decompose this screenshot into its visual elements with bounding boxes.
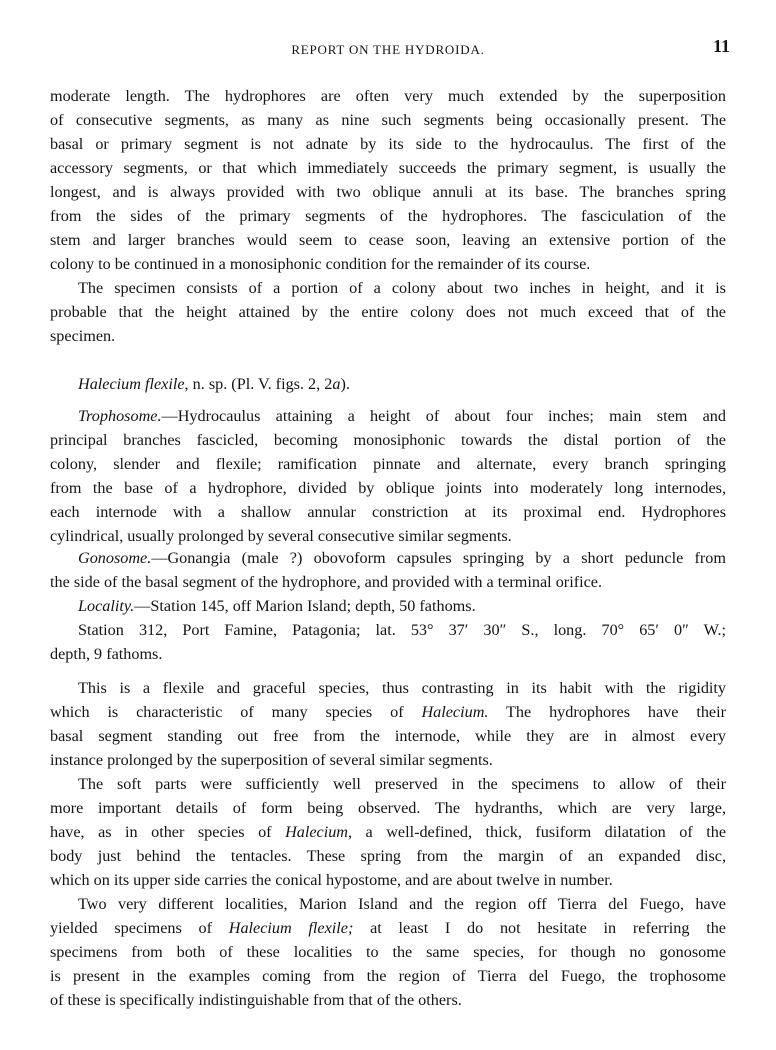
text-line: the side of the basal segment of the hydrophore, and provided with a terminal orifice. [50,573,603,591]
text-line: stem and larger branches would seem to cease soon, leaving an extensive portion of the [50,231,726,249]
text-line: Trophosome.—Hydrocaulus attaining a height of about four inches; main stem and [78,407,726,425]
running-title: REPORT ON THE HYDROIDA. [291,42,485,57]
page-number: 11 [712,36,730,56]
text-line: principal branches fascicled, becoming monosiphonic towards the distal portion of the [50,431,726,449]
text-line: from the base of a hydrophore, divided by oblique joints into moderately long internodes, [50,479,726,497]
text-line: The specimen consists of a portion of a colony about two inches in height, and it is [78,279,726,297]
text-line: accessory segments, or that which immediately succeeds the primary segment, is usually the [50,159,726,177]
species-heading: Halecium flexile, n. sp. (Pl. V. figs. 2, 2a). [78,375,350,393]
text-line: Station 312, Port Famine, Patagonia; lat. 53° 37′ 30″ S., long. 70° 65′ 0″ W.; [78,621,726,639]
text-line: of these is specifically indistinguishable from that of the others. [50,991,462,1009]
text-line: more important details of form being observed. The hydranths, which are very large, [50,799,726,817]
text-line: body just behind the tentacles. These spring from the margin of an expanded disc, [50,847,726,865]
species-name: Halecium flexile; [228,919,354,937]
text-line: The soft parts were sufficiently well preserved in the specimens to allow of their [78,775,726,793]
text-line: Two very different localities, Marion Island and the region off Tierra del Fuego, have [78,895,726,913]
text-line: yielded specimens of Halecium flexile; at least I do not hesitate in referring the [50,919,726,937]
text-line: which is characteristic of many species of Halecium. The hydrophores have their [50,703,726,721]
text-line: moderate length. The hydrophores are often very much extended by the superposition [50,87,726,105]
text-line: depth, 9 fathoms. [50,645,163,663]
text-line: is present in the examples coming from the region of Tierra del Fuego, the trophosome [50,967,726,985]
text-line: of consecutive segments, as many as nine such segments being occasionally present. The [50,111,726,129]
page-header [0,36,776,66]
text-line: This is a flexile and graceful species, thus contrasting in its habit with the rigidity [78,679,726,697]
text-line: Locality.—Station 145, off Marion Island; depth, 50 fathoms. [78,597,476,615]
text-line: probable that the height attained by the entire colony does not much exceed that of the [50,303,726,321]
section-label: Gonosome. [78,549,152,567]
text-line: from the sides of the primary segments of the hydrophores. The fasciculation of the [50,207,726,225]
text-line: specimens from both of these localities to the same species, for though no gonosome [50,943,726,961]
text-line: which on its upper side carries the conical hypostome, and are about twelve in number. [50,871,613,889]
text-line: have, as in other species of Halecium, a well-defined, thick, fusiform dilatation of the [50,823,727,841]
text-line: each internode with a shallow annular constriction at its proximal end. Hydrophores [50,503,726,521]
text-line: basal segment standing out free from the internode, while they are in almost every [50,727,726,745]
text-line: instance prolonged by the superposition of several similar segments. [50,751,493,769]
text-line: colony to be continued in a monosiphonic condition for the remainder of its course. [50,255,591,273]
text-line: basal or primary segment is not adnate by its side to the hydrocaulus. The first of the [50,135,726,153]
text-line: cylindrical, usually prolonged by several consecutive similar segments. [50,527,512,545]
section-label: Locality. [78,597,135,615]
species-name: Halecium flexile [78,375,185,393]
text-line: specimen. [50,327,116,345]
text-line: Gonosome.—Gonangia (male ?) obovoform capsules springing by a short peduncle from [78,549,726,567]
text-line: longest, and is always provided with two oblique annuli at its base. The branches spring [50,183,726,201]
genus-name: Halecium [285,823,348,841]
section-label: Trophosome. [78,407,162,425]
genus-name: Halecium. [421,703,489,721]
text-line: colony, slender and flexile; ramification pinnate and alternate, every branch springing [50,455,726,473]
